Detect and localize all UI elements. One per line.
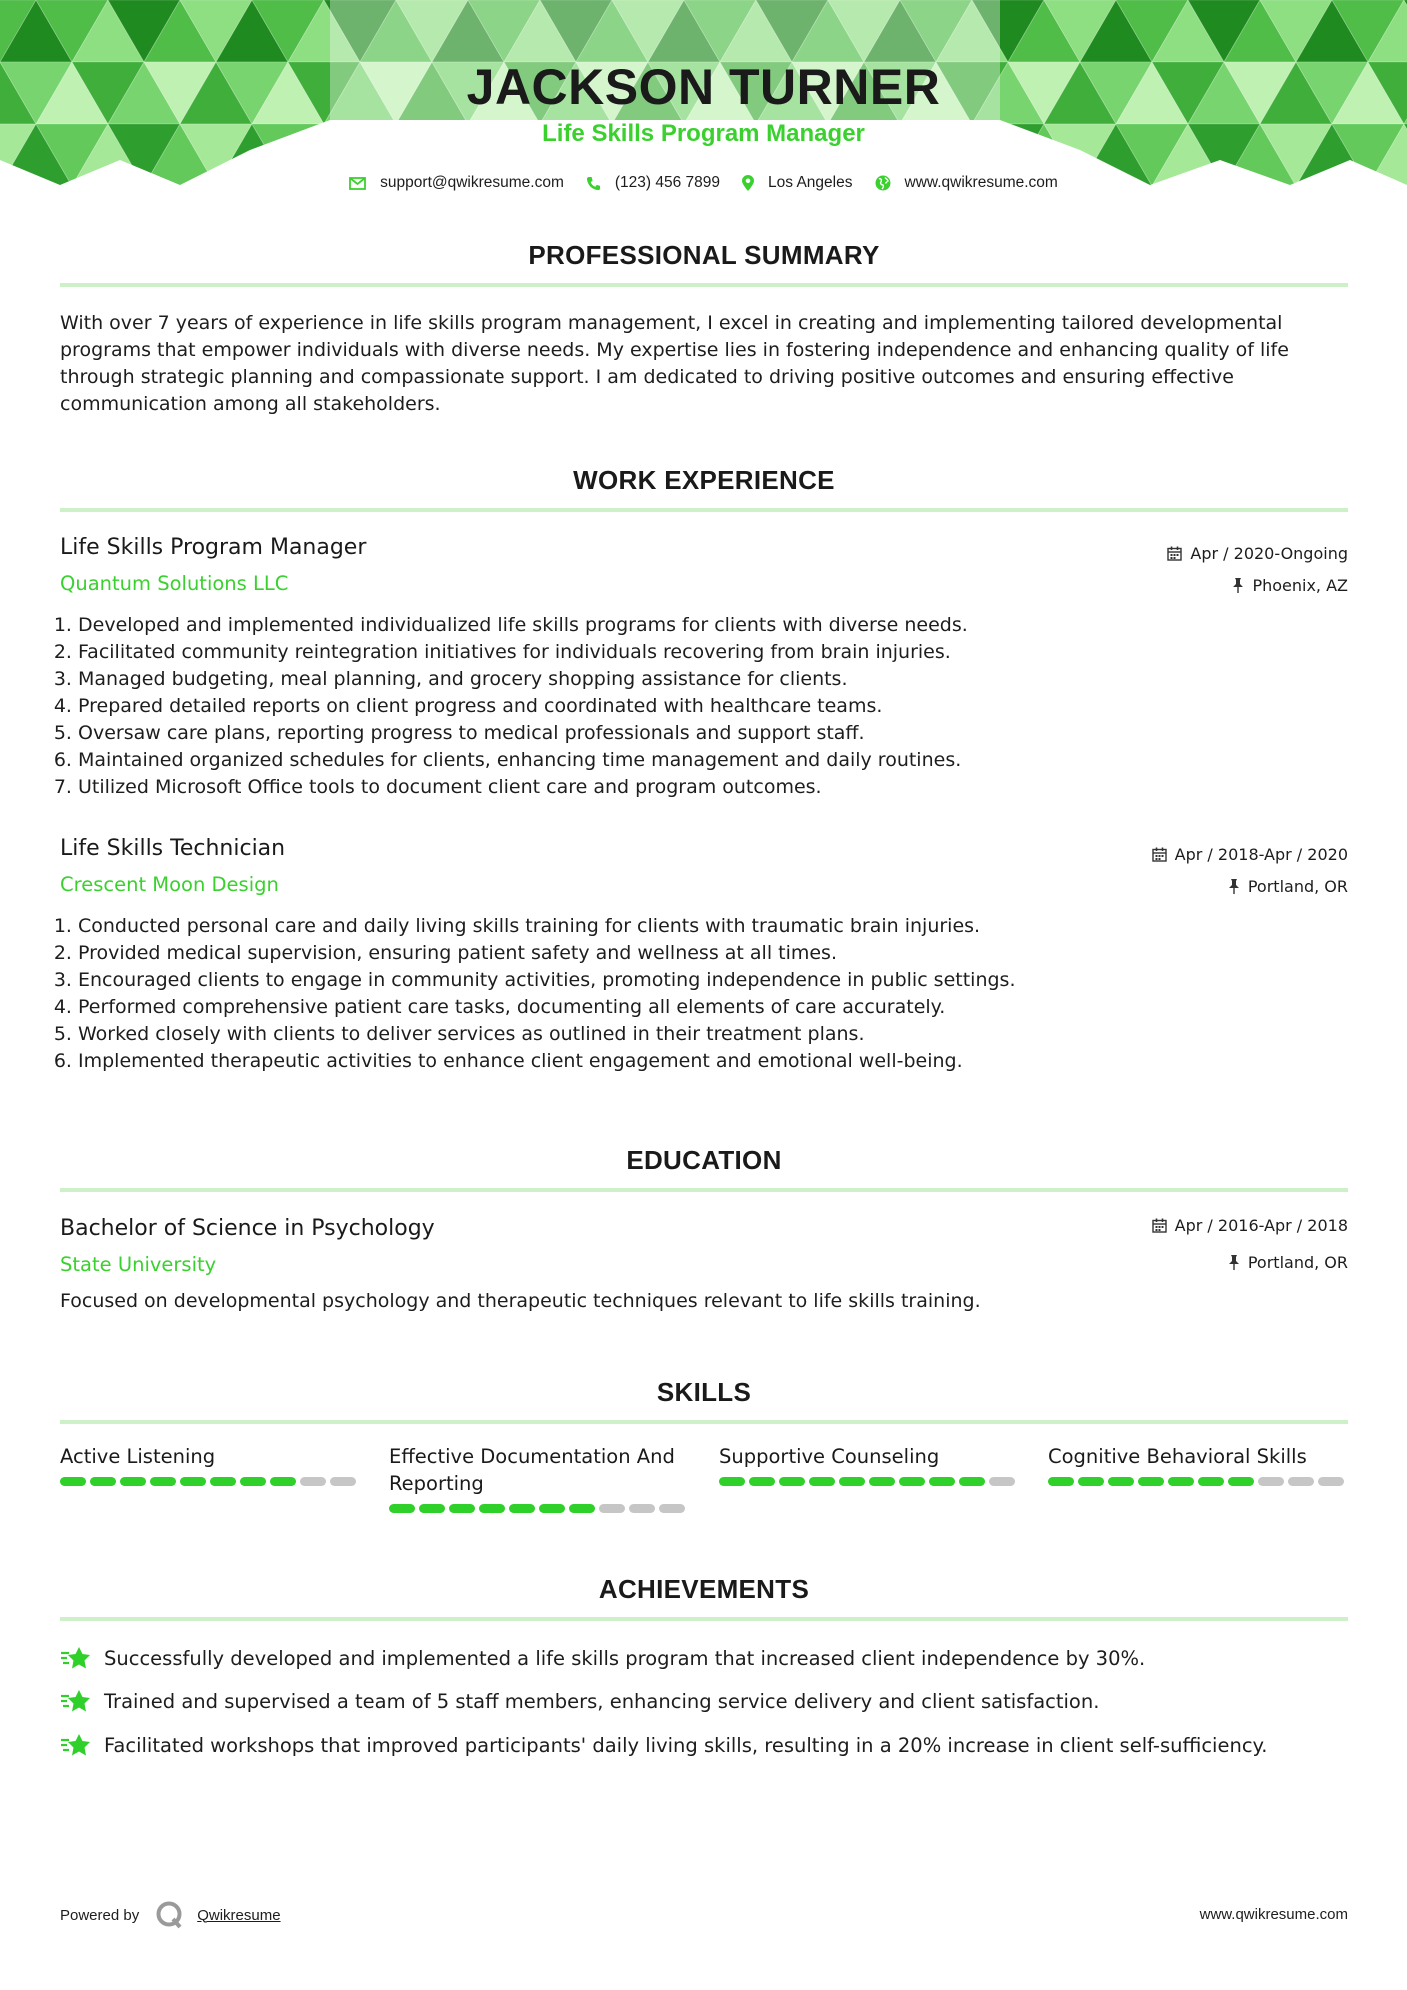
- skill-name: Effective Documentation And Reporting: [389, 1445, 675, 1495]
- envelope-icon: [349, 177, 366, 190]
- globe-icon: [875, 175, 891, 191]
- job-location: [1228, 877, 1348, 896]
- skill-level-segment: [449, 1504, 475, 1513]
- skill-level-segment: [150, 1477, 176, 1486]
- skill-level-segment: [749, 1477, 775, 1486]
- job-title: Life Skills Technician: [60, 836, 286, 861]
- skill-level-segment: [659, 1504, 685, 1513]
- list-item: 5. Oversaw care plans, reporting progress to medical professionals and support staff.: [78, 720, 968, 747]
- skill-level-bar: [719, 1477, 1019, 1486]
- list-item: 6. Implemented therapeutic activities to enhance client engagement and emotional well-being.: [78, 1048, 1016, 1075]
- contact-bar: [0, 174, 1407, 192]
- skill-level-segment: [1288, 1477, 1314, 1486]
- calendar-icon: [1152, 847, 1167, 862]
- experience-divider: [60, 508, 1348, 512]
- footer-url[interactable]: www.qwikresume.com: [1199, 1906, 1348, 1923]
- job-location: [1232, 576, 1348, 595]
- skill-item: [60, 1443, 360, 1486]
- achievement-item: [60, 1645, 1145, 1671]
- job-title: Life Skills Program Manager: [60, 535, 367, 560]
- qwikresume-link[interactable]: Qwikresume: [197, 1906, 281, 1924]
- list-item: 3. Managed budgeting, meal planning, and grocery shopping assistance for clients.: [78, 666, 968, 693]
- education-location: [1228, 1253, 1348, 1272]
- star-icon: [60, 1732, 92, 1758]
- summary-heading: PROFESSIONAL SUMMARY: [528, 240, 880, 270]
- skill-level-segment: [569, 1504, 595, 1513]
- skill-level-segment: [1108, 1477, 1134, 1486]
- skill-level-segment: [779, 1477, 805, 1486]
- skill-level-segment: [330, 1477, 356, 1486]
- skill-level-segment: [120, 1477, 146, 1486]
- skill-level-segment: [1258, 1477, 1284, 1486]
- list-item: 2. Facilitated community reintegration initiatives for individuals recovering from brain injuries.: [78, 639, 968, 666]
- achievement-item: [60, 1688, 1099, 1714]
- job-company: Crescent Moon Design: [60, 873, 279, 896]
- qwikresume-logo-icon: [155, 1900, 185, 1930]
- pushpin-icon: [1228, 879, 1240, 894]
- list-item: 4. Performed comprehensive patient care tasks, documenting all elements of care accurately.: [78, 994, 1016, 1021]
- calendar-icon: [1167, 546, 1182, 561]
- powered-by-text: Powered by: [60, 1906, 140, 1924]
- skill-level-bar: [60, 1477, 360, 1486]
- skill-level-segment: [210, 1477, 236, 1486]
- achievement-text: Successfully developed and implemented a life skills program that increased client independence by 30%.: [104, 1646, 1146, 1670]
- skill-level-segment: [1048, 1477, 1074, 1486]
- skill-name: Active Listening: [60, 1445, 216, 1468]
- skill-level-segment: [180, 1477, 206, 1486]
- list-item: 7. Utilized Microsoft Office tools to document client care and program outcomes.: [78, 774, 968, 801]
- list-item: 4. Prepared detailed reports on client progress and coordinated with healthcare teams.: [78, 693, 968, 720]
- skill-level-segment: [1138, 1477, 1164, 1486]
- skill-level-segment: [989, 1477, 1015, 1486]
- list-item: 3. Encouraged clients to engage in community activities, promoting independence in public settings.: [78, 967, 1016, 994]
- list-item: 5. Worked closely with clients to deliver services as outlined in their treatment plans.: [78, 1021, 1016, 1048]
- skill-level-segment: [90, 1477, 116, 1486]
- skill-level-bar: [389, 1504, 689, 1513]
- star-icon: [60, 1688, 92, 1714]
- contact-location: [742, 174, 852, 192]
- school-name: State University: [60, 1253, 217, 1276]
- job-location-text: Phoenix, AZ: [1252, 576, 1348, 595]
- degree-title: Bachelor of Science in Psychology: [60, 1216, 435, 1241]
- skill-name: Cognitive Behavioral Skills: [1048, 1445, 1307, 1468]
- skill-level-segment: [479, 1504, 505, 1513]
- skill-level-segment: [1078, 1477, 1104, 1486]
- candidate-role: Life Skills Program Manager: [542, 120, 865, 147]
- skill-level-bar: [1048, 1477, 1348, 1486]
- education-divider: [60, 1188, 1348, 1192]
- education-dates: [1152, 1216, 1348, 1235]
- pushpin-icon: [1232, 578, 1244, 593]
- achievements-divider: [60, 1617, 1348, 1621]
- job-dates-text: Apr / 2018-Apr / 2020: [1174, 845, 1348, 864]
- skill-name: Supportive Counseling: [719, 1445, 940, 1468]
- skill-level-segment: [1228, 1477, 1254, 1486]
- contact-website[interactable]: [875, 174, 1058, 192]
- skills-divider: [60, 1420, 1348, 1424]
- skill-item: [389, 1443, 689, 1513]
- footer-powered-by: [60, 1900, 281, 1930]
- contact-email[interactable]: [349, 174, 564, 192]
- education-description: Focused on developmental psychology and therapeutic techniques relevant to life skills training.: [60, 1290, 981, 1312]
- job-location-text: Portland, OR: [1247, 877, 1348, 896]
- job-dates-text: Apr / 2020-Ongoing: [1190, 544, 1348, 563]
- skill-level-segment: [869, 1477, 895, 1486]
- education-heading: EDUCATION: [626, 1145, 782, 1175]
- achievement-text: Trained and supervised a team of 5 staff members, enhancing service delivery and client satisfaction.: [104, 1689, 1100, 1713]
- skill-level-segment: [270, 1477, 296, 1486]
- email-text: support@qwikresume.com: [380, 174, 564, 191]
- skill-level-segment: [809, 1477, 835, 1486]
- skill-level-segment: [539, 1504, 565, 1513]
- experience-heading: WORK EXPERIENCE: [573, 465, 835, 495]
- job-dates: [1167, 544, 1348, 563]
- achievement-item: [60, 1732, 1268, 1758]
- location-text: Los Angeles: [768, 174, 853, 191]
- skills-heading: SKILLS: [656, 1377, 752, 1407]
- education-dates-text: Apr / 2016-Apr / 2018: [1174, 1216, 1348, 1235]
- skill-level-segment: [839, 1477, 865, 1486]
- candidate-name: JACKSON TURNER: [466, 59, 941, 115]
- skill-level-segment: [509, 1504, 535, 1513]
- skill-level-segment: [419, 1504, 445, 1513]
- list-item: 6. Maintained organized schedules for clients, enhancing time management and daily routines.: [78, 747, 968, 774]
- list-item: 1. Conducted personal care and daily living skills training for clients with traumatic brain injuries.: [78, 913, 1016, 940]
- summary-divider: [60, 283, 1348, 287]
- skill-level-segment: [959, 1477, 985, 1486]
- achievements-heading: ACHIEVEMENTS: [598, 1574, 810, 1604]
- skill-level-segment: [389, 1504, 415, 1513]
- calendar-icon: [1152, 1218, 1167, 1233]
- list-item: 1. Developed and implemented individualized life skills programs for clients with diverse needs.: [78, 612, 968, 639]
- skill-level-segment: [60, 1477, 86, 1486]
- job-company: Quantum Solutions LLC: [60, 572, 289, 595]
- job-duties-list: [50, 913, 1016, 1075]
- achievement-text: Facilitated workshops that improved participants' daily living skills, resulting in a 20% increase in client self-sufficiency.: [104, 1733, 1268, 1757]
- skill-level-segment: [1318, 1477, 1344, 1486]
- skill-level-segment: [300, 1477, 326, 1486]
- list-item: 2. Provided medical supervision, ensuring patient safety and wellness at all times.: [78, 940, 1016, 967]
- skill-item: [719, 1443, 1019, 1486]
- website-text: www.qwikresume.com: [904, 174, 1058, 191]
- job-duties-list: [50, 612, 968, 801]
- job-dates: [1152, 845, 1348, 864]
- pushpin-icon: [1228, 1255, 1240, 1270]
- education-location-text: Portland, OR: [1247, 1253, 1348, 1272]
- skill-level-segment: [929, 1477, 955, 1486]
- phone-icon: [586, 176, 601, 191]
- skill-level-segment: [599, 1504, 625, 1513]
- skill-item: [1048, 1443, 1348, 1486]
- skill-level-segment: [1198, 1477, 1224, 1486]
- skill-level-segment: [719, 1477, 745, 1486]
- phone-text: (123) 456 7899: [614, 174, 721, 191]
- skill-level-segment: [240, 1477, 266, 1486]
- map-pin-icon: [742, 175, 754, 191]
- contact-phone[interactable]: [586, 174, 720, 192]
- star-icon: [60, 1645, 92, 1671]
- skill-level-segment: [1168, 1477, 1194, 1486]
- summary-text: With over 7 years of experience in life skills program management, I excel in creating and implementing tailored developmental programs that empower individuals with diverse needs. My expertise lies in fostering independence and enhancing quality of life through strategic planning and compassionate support. I am dedicated to driving positive outcomes and ensuring effective communication among all stakeholders.: [60, 312, 1289, 415]
- skill-level-segment: [899, 1477, 925, 1486]
- skill-level-segment: [629, 1504, 655, 1513]
